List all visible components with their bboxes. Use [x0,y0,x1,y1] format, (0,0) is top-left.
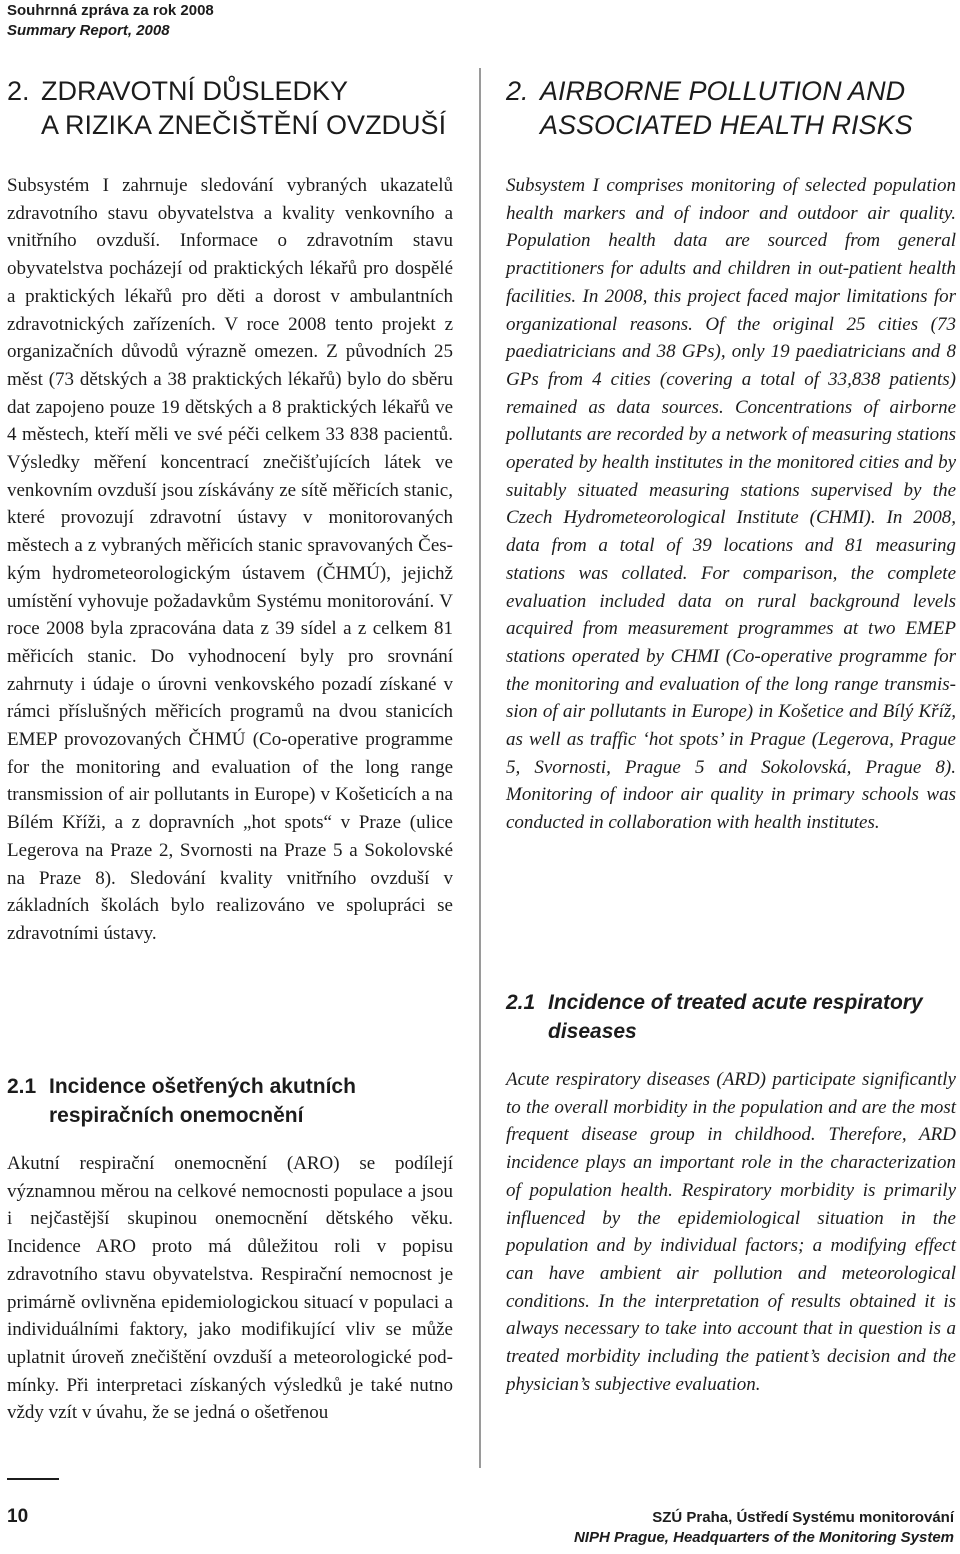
subsection-heading-line2: respiračních onemocnění [49,1104,304,1127]
footer-org-en: NIPH Prague, Headquarters of the Monitoring System [573,1529,954,1546]
header-title-cz: Souhrnná zpráva za rok 2008 [7,2,214,19]
running-header [7,1,214,41]
column-divider [479,68,481,1468]
section-paragraph-en: Subsystem I comprises monitoring of selected population health markers and of indoor and outdoor air quality. Population health data are sourced from general practitioners for adults and children in out-patient health facilities. In 2008, this project faced major limitations for organizational reasons. Of the original 25 cities (73 paediatricians and 38 GPs), only 19 paediatricians and 8 GPs from 4 cities (covering a total of 33,838 patients) remained as data sources. Concentrations of airborne pollutants are recorded by a network of measuring stations operated by health institutes in the monitored cities and by suitably situated measuring stations supervised by the Czech Hydrometeorological Institute (CHMI). In 2008, data from a total of 39 locations and 81 measuring stations was collated. For comparison, the complete evaluation included data on rural background levels acquired from measurement programmes at two EMEP stations operated by CHMI (Co-operative programme for the monitoring and evaluation of the long range transmission of air pollutants in Europe) in Košetice and Bílý Kříž, as well as traffic ‘hot spots’ in Prague (Legerova, Prague 5, Svornosti, Prague 5 and Sokolovská, Prague 8). Monitoring of indoor air quality in primary schools was conducted in collaboration with health institutes. [506,175,956,834]
english-column [506,72,956,1395]
section-number: 2. [7,76,30,106]
section-heading-en [506,74,956,142]
section-paragraph-cz: Subsystém I zahrnuje sledování vybraných ukazatelů zdravotního stavu obyvatelstva a kvality venkovního a vnitřního ovzduší. Informace o zdravotním stavu obyvatelstva pocházejí od praktických lékařů pro dospělé a praktických lékařů pro děti a dorost v ambulantních zdravotnických zařízeních. V roce 2008 tento projekt z organizačních důvodů výrazně omezen. Z původních 25 měst (73 dětských a 38 praktických lékařů) bylo do sběru dat zapojeno pouze 19 dětských a 8 praktických lékařů ve 4 městech, kteří měli ve své péči celkem 33 838 pacientů. Výsledky měření koncentrací znečišťujících látek ve venkovním ovzduší jsou získávány ze sítě měřicích stanic, které provozují zdravotní ústavy v monitorovaných městech a z vybraných měřicích stanic spravovaných Českým hydrometeorologickým ústavem (ČHMÚ), jejichž umístění vyhovuje požadavkům Systému monitorování. V roce 2008 byla zpracována data z 39 sídel a z celkem 81 měřicích stanic. Do vyhodnocení byly pro srovnání zahrnuty i údaje o úrovni venkovského pozadí získané v rámci příslušných měřicích programů na dvou stanicích EMEP provozovaných ČHMÚ (Co-operative programme for the monitoring and evaluation of the long range transmission of air pollutants in Europe) v Košeticích a na Bílém Kříži, a z dopravních „hot spots“ v Praze (ulice Legerova na Praze 2, Svornosti na Praze 5 a Sokolovské na Praze 8). Sledování kvality vnitřního ovzduší v základních školách bylo realizováno ve spolupráci se zdravotními ústavy. [7,175,453,944]
section-heading-line1: ZDRAVOTNÍ DŮSLEDKY [41,76,349,106]
czech-column [7,72,453,1424]
footer-org-cz: SZÚ Praha, Ústředí Systému monitorování [652,1509,954,1526]
subsection-heading-en [506,988,923,1046]
subsection-heading-line1: Incidence of treated acute respiratory [548,991,923,1014]
section-number: 2. [506,76,529,106]
footer-organization [574,1508,954,1548]
subsection-heading-cz [7,1072,356,1130]
subsection-number: 2.1 [506,991,536,1014]
section-heading-line2: ASSOCIATED HEALTH RISKS [540,110,913,140]
subsection-paragraph-cz: Akutní respirační onemocnění (ARO) se podílejí významnou měrou na celkové nemocnosti populace a jsou i nejčastější skupinou onemocnění dětského věku. Incidence ARO proto má důležitou roli v popisu zdravotního stavu obyvatelstva. Respirační nemocnost je primárně ovlivněna epidemiologickou situací v populaci a individuálními faktory, jako modifikující vliv se může uplatnit úroveň znečištění ovzduší a meteorologické podmínky. Při interpretaci získaných výsledků je také nutno vždy vzít v úvahu, že se jedná o ošetřenou [7,1153,453,1424]
subsection-number: 2.1 [7,1075,37,1098]
section-heading-line1: AIRBORNE POLLUTION AND [540,76,906,106]
subsection-heading-line1: Incidence ošetřených akutních [49,1075,356,1098]
footer-rule [7,1478,59,1480]
section-heading-cz [7,74,453,142]
subsection-heading-line2: diseases [548,1020,637,1043]
header-title-en: Summary Report, 2008 [7,22,170,39]
subsection-paragraph-en: Acute respiratory diseases (ARD) participate significantly to the overall morbidity in the population and are the most frequent disease group in childhood. Therefore, ARD incidence plays an important role in the characterization of population health. Respiratory morbidity is primarily influenced by the epidemiological situation in the population and by individual factors; a modifying effect can have ambient air pollution and meteorological conditions. In the interpretation of results obtained it is always necessary to take into account that in question is a treated morbidity including the patient’s decision and the physician’s subjective evaluation. [506,1069,956,1395]
page-number: 10 [7,1506,29,1527]
section-heading-line2: A RIZIKA ZNEČIŠTĚNÍ OVZDUŠÍ [41,110,447,140]
